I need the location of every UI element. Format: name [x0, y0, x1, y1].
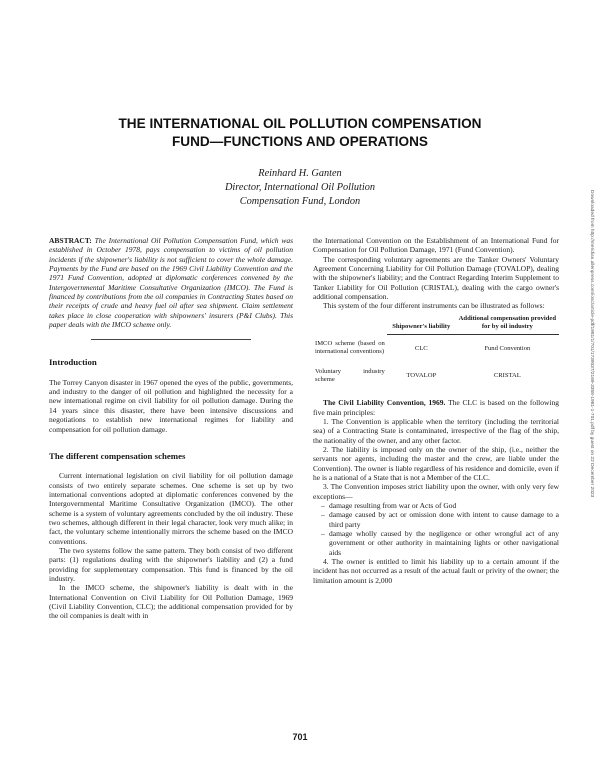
row-label: Voluntary industry scheme	[315, 368, 385, 384]
abstract-label: ABSTRACT:	[49, 236, 92, 245]
clc-run-in-heading: The Civil Liability Convention, 1969.	[323, 398, 446, 408]
schemes-paragraph-2: The two systems follow the same pattern. They both consist of two different parts: (1) regulations dealing with the shipowner's liability and (2) a fund providing for supplementary compensation. This fund is financed by the oil industry.	[49, 545, 293, 583]
cell-liability: TOVALOP	[406, 372, 437, 380]
cell-compensation: Fund Convention	[484, 344, 531, 352]
cell-compensation: CRISTAL	[493, 372, 521, 380]
list-item: – damage wholly caused by the negligence or other wrongful act of any government or other authority in maintaining lights or other navigational aids	[329, 529, 559, 557]
intro-heading: Introduction	[49, 357, 97, 368]
author-position: Director, International Oil Pollution	[224, 182, 376, 193]
cell-liability: CLC	[414, 344, 428, 352]
row-label: IMCO scheme (based on international conventions)	[315, 340, 385, 356]
table-row	[313, 362, 559, 390]
right-column	[313, 236, 559, 585]
author-block	[150, 167, 450, 209]
author-org: Compensation Fund, London	[239, 196, 361, 207]
system-paragraph: This system of the four different instruments can be illustrated as follows:	[323, 301, 545, 311]
page-number: 701	[292, 732, 308, 742]
schemes-paragraph-1: Current international legislation on civil liability for oil pollution damage consists of two entirely separate schemes. One scheme is set up by two international conventions adopted at diplomatic conferences convened by the Intergovernmental Maritime Consultative Organization (IMCO). The other scheme is a system of voluntary agreements concluded by the oil industry. These two schemes, although different in their legal character, look very much alike; in fact, the voluntary scheme intentionally mirrors the scheme based on the IMCO conventions.	[49, 471, 293, 546]
download-sidebar	[585, 190, 595, 570]
abstract	[49, 236, 293, 329]
title-line-1: THE INTERNATIONAL OIL POLLUTION COMPENSATION	[118, 116, 482, 131]
left-column	[49, 236, 293, 621]
paper-title	[60, 115, 540, 151]
voluntary-paragraph: The corresponding voluntary agreements are the Tanker Owners' Voluntary Agreement Concerning Liability for Oil Pollution Damage (TOVALOP), dealing with the shipowner's liability; and the Contract Regarding Interim Supplement to Tanker Liability for Oil Pollution (CRISTAL), dealing with the cargo owner's additional compensation.	[313, 254, 559, 302]
principle-3: 3. The Convention imposes strict liability upon the owner, with only very few exceptions—	[313, 482, 559, 501]
abstract-text: The International Oil Pollution Compensation Fund, which was established in October 1978, pays compensation to victims of oil pollution incidents if the shipowner's liability is not sufficient to cover the whole damage. Payments by the Fund are based on the 1969 Civil Liability Convention and the 1971 Fund Convention, adopted at diplomatic conferences convened by the Intergovernmental Maritime Consultative Organization (IMCO). The Fund is financed by contributions from the oil companies in Contracting States based on their receipts of crude and heavy fuel oil after sea shipment. Claim settlement takes place in close cooperation with shipowners' insurers (P&I Clubs). This paper deals with the IMCO scheme only.	[49, 236, 293, 330]
author-name: Reinhard H. Ganten	[258, 168, 342, 179]
exceptions-list	[313, 501, 559, 557]
title-line-2: FUND—FUNCTIONS AND OPERATIONS	[171, 134, 428, 149]
clc-intro: The CLC is based on the following five main principles:	[313, 398, 559, 417]
schemes-paragraph-3: In the IMCO scheme, the shipowner's liability is dealt with in the International Convention on Civil Liability for Oil Pollution Damage, 1969 (Civil Liability Convention, CLC); the additional compensation provided for by the oil companies is dealt with in	[49, 583, 293, 621]
continuation-paragraph: the International Convention on the Establishment of an International Fund for Compensation for Oil Pollution Damage, 1971 (Fund Convention).	[313, 236, 559, 255]
intro-text: The Torrey Canyon disaster in 1967 opened the eyes of the public, governments, and industry to the danger of oil pollution and highlighted the necessity for a new international regime on civil liability for oil pollution damage. During the 14 years since this disaster, there have been intensive discussions and negotiations to establish new international regimes for liability and compensation for oil pollution damage.	[49, 377, 293, 434]
principle-4: 4. The owner is entitled to limit his liability up to a certain amount if the incident has not occurred as a result of the actual fault or privity of the owner; the limitation amount is 2,000	[313, 557, 559, 585]
list-item: – damage caused by act or omission done with intent to cause damage to a third party	[329, 510, 559, 529]
col-shipowner-liability: Shipowner's liability	[387, 315, 456, 335]
principle-2: 2. The liability is imposed only on the owner of the ship, (i.e., neither the servants nor agents, including the master and the crew, are liable under the Convention). The owner is liable regardless of his residence and domicile, even if he is a national of a State that is not a Member of the CLC.	[313, 444, 559, 482]
download-notice: Downloaded from http://meridian.allenpress.com/iosc/article-pdf/1981/1/701/1739037/2169-3358-1981-1-701.pdf by guest on 22 December 2023	[589, 190, 594, 498]
table-header-row	[313, 315, 559, 335]
table-row	[313, 334, 559, 362]
abstract-rule	[91, 339, 251, 340]
schemes-heading: The different compensation schemes	[49, 450, 186, 461]
clc-paragraph	[313, 398, 559, 417]
instruments-table	[313, 315, 559, 391]
principle-1: 1. The Convention is applicable when the territory (including the territorial sea) of a Contracting State is contaminated, irrespective of the flag of the ship, the nationality of the owner, and any other factor.	[313, 416, 559, 445]
col-additional-compensation: Additional compensation provided for by oil industry	[456, 315, 559, 335]
list-item: – damage resulting from war or Acts of God	[329, 501, 559, 510]
